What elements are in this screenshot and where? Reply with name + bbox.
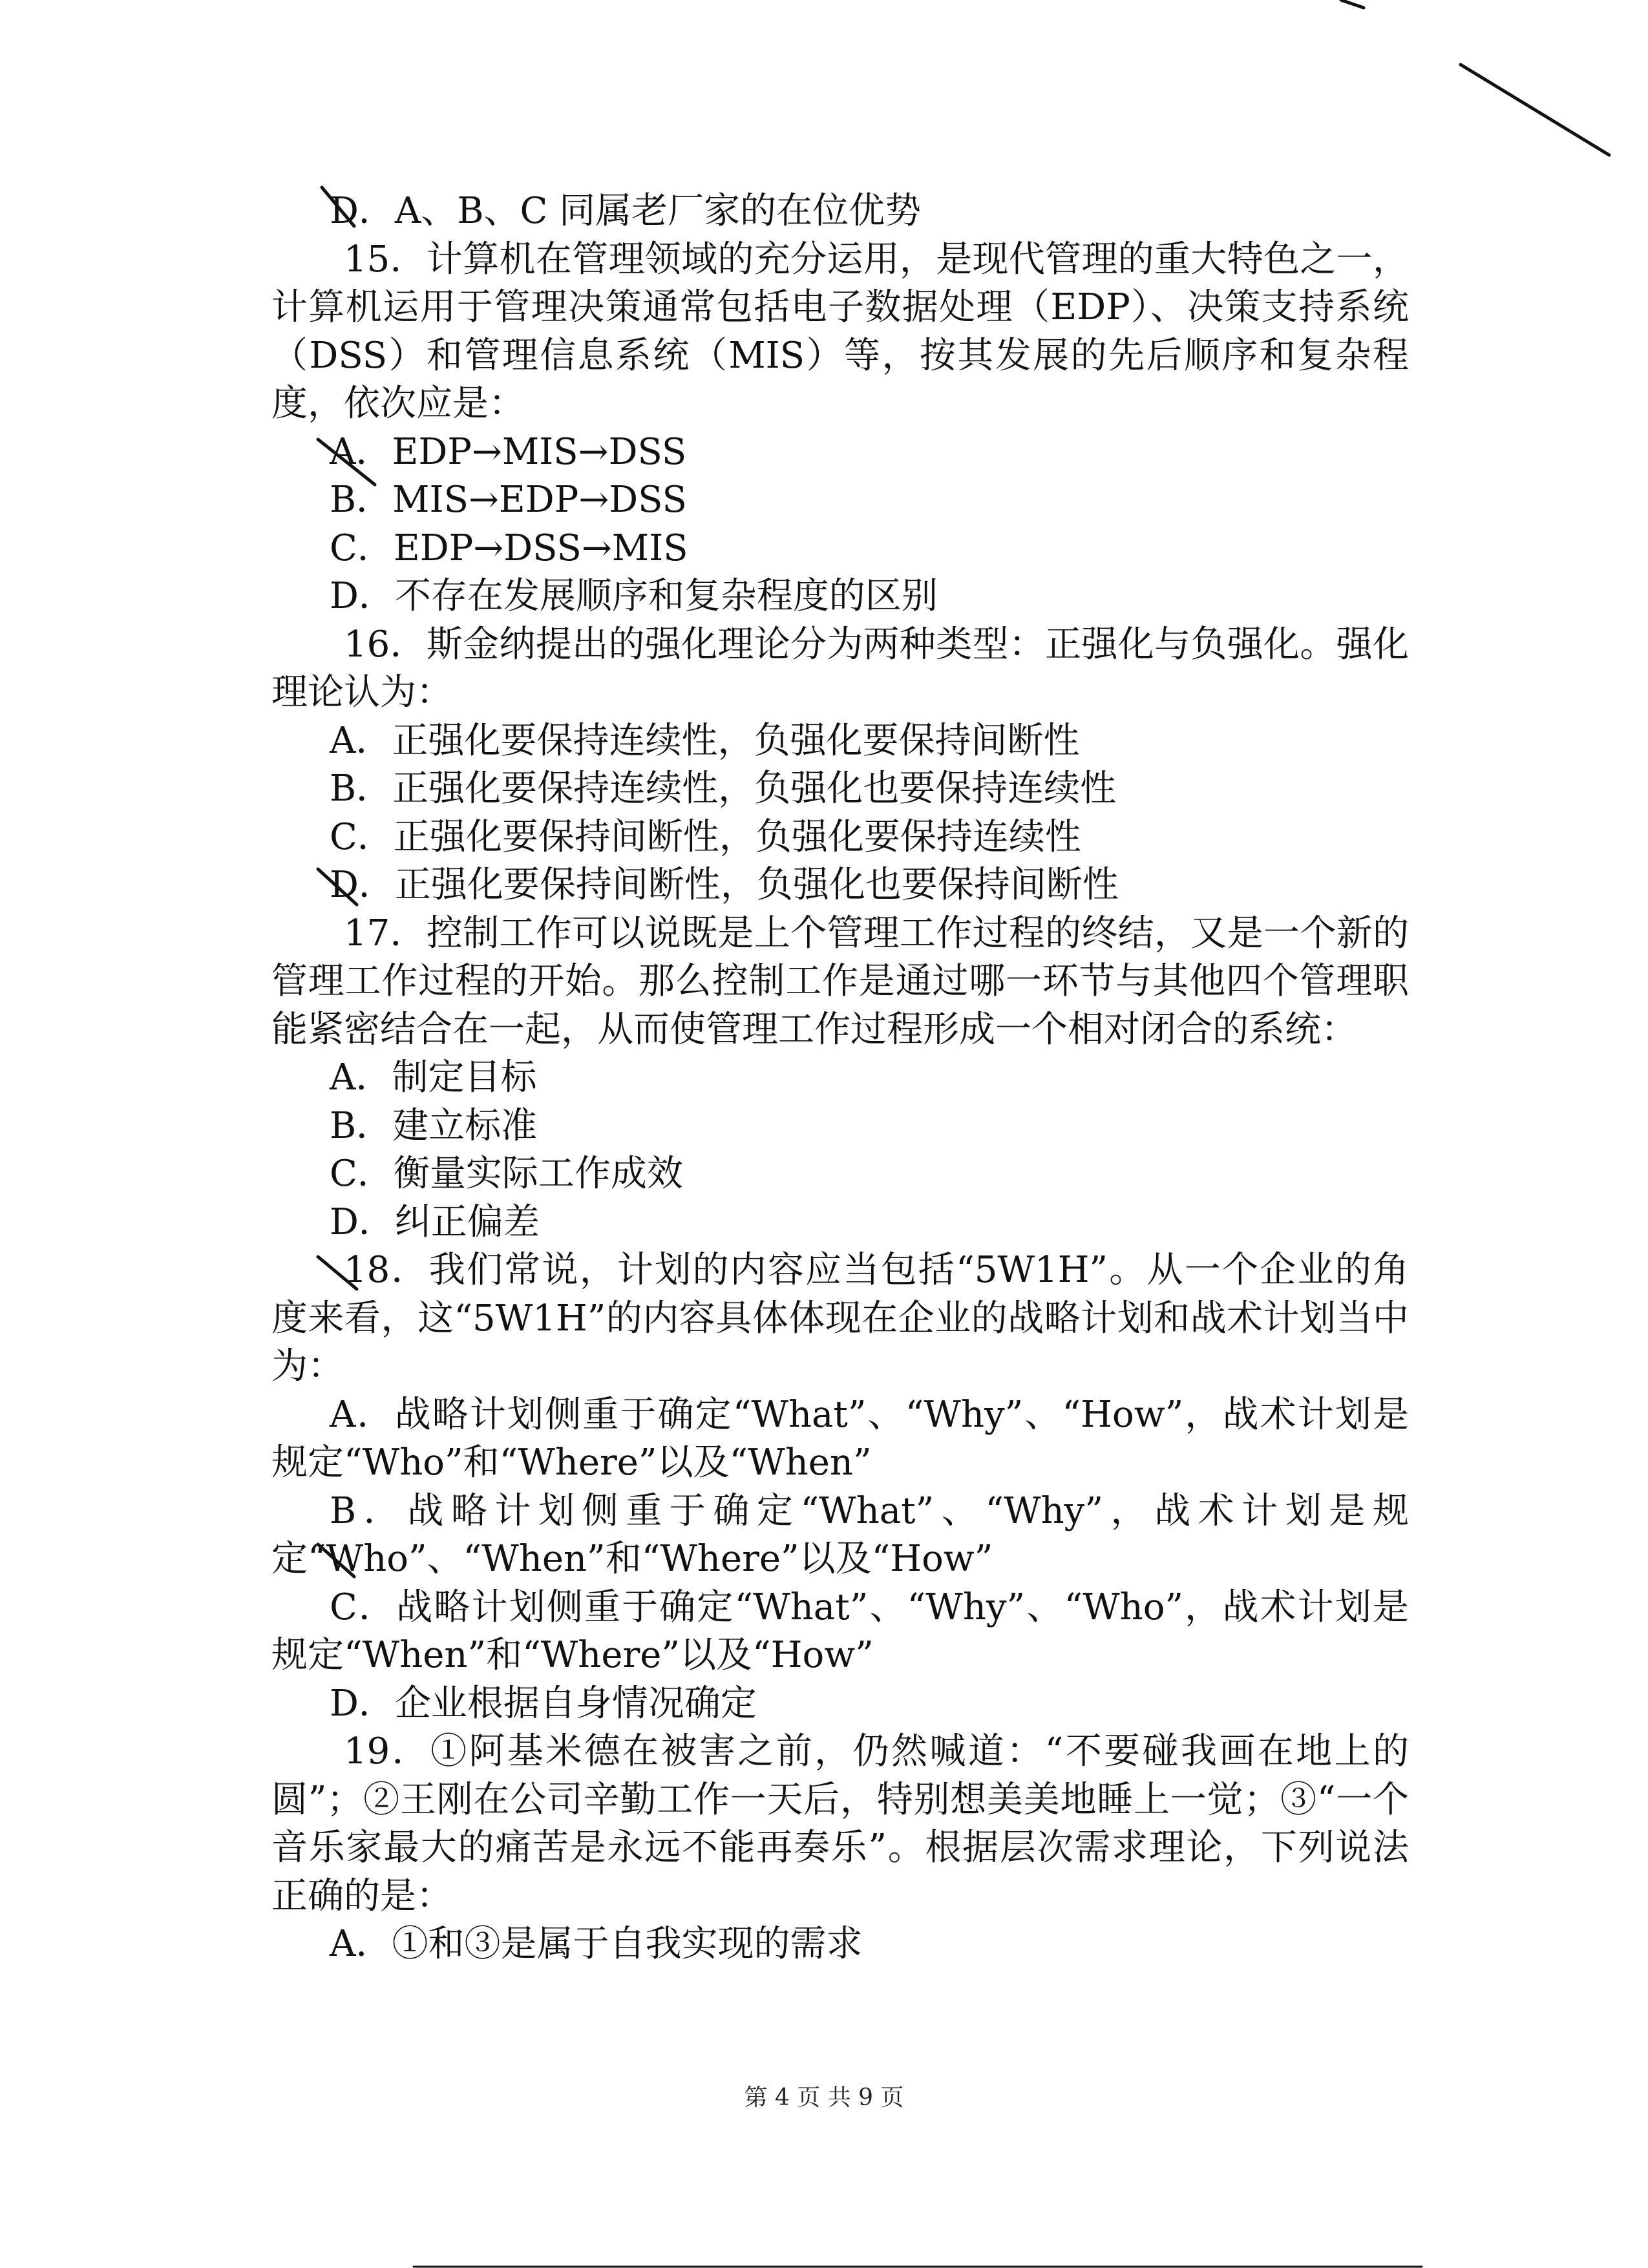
answer-option: C．战略计划侧重于确定“What”、“Why”、“Who”，战术计划是规定“When”和“Where”以及“How” [271,1586,1409,1676]
question-stem: 16．斯金纳提出的强化理论分为两种类型：正强化与负强化。强化理论认为： [271,623,1409,713]
answer-option: D．纠正偏差 [330,1201,540,1243]
answer-option: D．正强化要保持间断性，负强化也要保持间断性 [330,864,1119,906]
answer-option: C．衡量实际工作成效 [330,1153,683,1195]
question-stem: 15．计算机在管理领域的充分运用，是现代管理的重大特色之一，计算机运用于管理决策通常包括电子数据处理（EDP）、决策支持系统（DSS）和管理信息系统（MIS）等，按其发展的先后顺序和复杂程度，依次应是： [271,238,1409,425]
answer-option: D．不存在发展顺序和复杂程度的区别 [330,575,938,617]
answer-option: C．正强化要保持间断性，负强化要保持连续性 [330,815,1081,858]
answer-option: A．制定目标 [330,1056,537,1098]
answer-option: A．正强化要保持连续性，负强化要保持间断性 [330,719,1080,762]
question-stem: 18．我们常说，计划的内容应当包括“5W1H”。从一个企业的角度来看，这“5W1H”的内容具体体现在企业的战略计划和战术计划当中为： [271,1249,1409,1387]
scan-mark-top [1341,0,1364,8]
question-stem: 19．①阿基米德在被害之前，仍然喊道：“不要碰我画在地上的圆”；②王刚在公司辛勤工作一天后，特别想美美地睡上一觉；③“一个音乐家最大的痛苦是永远不能再奏乐”。根据层次需求理论，下列说法正确的是： [271,1730,1409,1917]
answer-option: D．A、B、C 同属老厂家的在位优势 [330,190,922,232]
question-stem: 17．控制工作可以说既是上个管理工作过程的终结，又是一个新的管理工作过程的开始。那么控制工作是通过哪一环节与其他四个管理职能紧密结合在一起，从而使管理工作过程形成一个相对闭合的系统： [271,912,1409,1051]
answer-option: C．EDP→DSS→MIS [330,527,688,569]
answer-option: A．EDP→MIS→DSS [330,430,687,473]
page-footer: 第 4 页 共 9 页 [744,2084,904,2111]
answer-option: B．建立标准 [330,1104,538,1147]
question-list [271,187,1409,1969]
answer-option: D．企业根据自身情况确定 [330,1682,757,1725]
answer-option: B．战略计划侧重于确定“What”、“Why”，战术计划是规定“Who”、“When”和“Where”以及“How” [271,1489,1409,1580]
answer-option: A．战略计划侧重于确定“What”、“Why”、“How”，战术计划是规定“Who”和“Where”以及“When” [271,1393,1409,1484]
answer-option: A．①和③是属于自我实现的需求 [330,1923,863,1965]
answer-option: B．正强化要保持连续性，负强化也要保持连续性 [330,768,1117,810]
answer-option: B．MIS→EDP→DSS [330,479,687,521]
scan-mark-right [1461,65,1609,155]
